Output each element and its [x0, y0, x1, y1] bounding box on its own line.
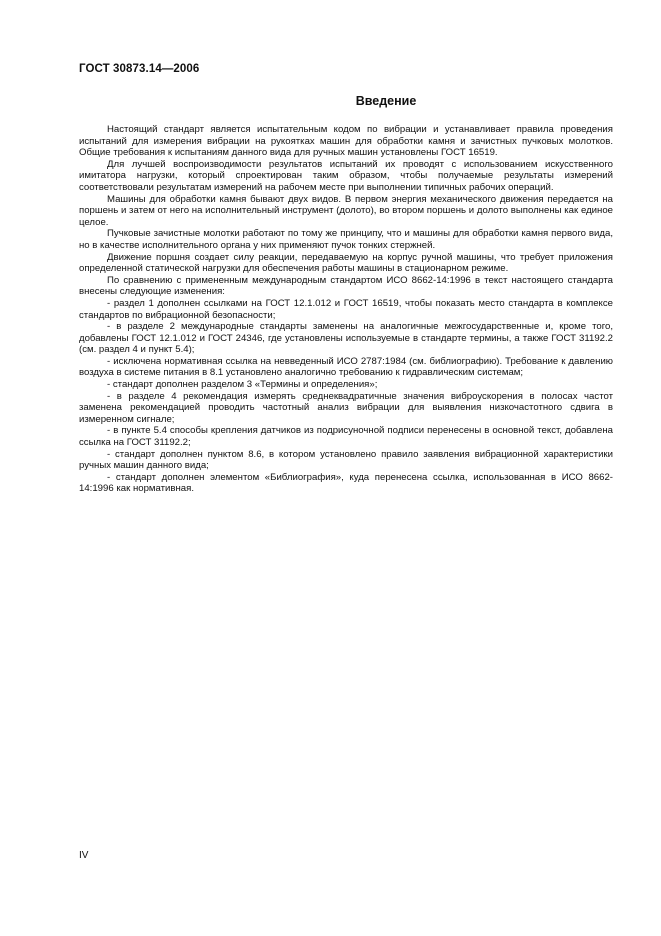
list-item: - стандарт дополнен элементом «Библиография», куда перенесена ссылка, использованная в ИСО 8662-14:1996 как нормативная. [79, 471, 613, 495]
paragraph: Движение поршня создает силу реакции, передаваемую на корпус ручной машины, что требует приложения определенной статической нагрузки для обеспечения работы машины в стационарном режиме. [79, 251, 613, 275]
section-title [79, 94, 613, 108]
list-item: - стандарт дополнен пунктом 8.6, в котором установлено правило заявления вибрационной характеристики ручных машин данного вида; [79, 448, 613, 472]
document-header: ГОСТ 30873.14—2006 [79, 63, 200, 75]
section-title-text: Введение [355, 94, 417, 108]
document-body [79, 124, 613, 495]
list-item: - исключена нормативная ссылка на невведенный ИСО 2787:1984 (см. библиографию). Требование к давлению воздуха в системе питания в 8.1 установлено аналогично требованию к гидравлическим системам; [79, 355, 613, 379]
list-item: - в пункте 5.4 способы крепления датчиков из подрисуночной подписи перенесены в основной текст, добавлена ссылка на ГОСТ 31192.2; [79, 425, 613, 449]
paragraph: Для лучшей воспроизводимости результатов испытаний их проводят с использованием искусственного имитатора нагрузки, который спроектирован таким образом, чтобы получаемые результаты измерений соответствовали результатам измерений на рабочем месте при выполнении типичных рабочих операций. [79, 158, 613, 193]
list-item: - в разделе 2 международные стандарты заменены на аналогичные межгосударственные и, кроме того, добавлены ГОСТ 12.1.012 и ГОСТ 24346, где установлены используемые в стандарте термины, а также ГОСТ 31192.2 (см. раздел 4 и пункт 5.4); [79, 321, 613, 356]
list-item: - стандарт дополнен разделом 3 «Термины и определения»; [107, 379, 378, 391]
paragraph: По сравнению с примененным международным стандартом ИСО 8662-14:1996 в текст настоящего стандарта внесены следующие изменения: [79, 274, 613, 298]
paragraph: Машины для обработки камня бывают двух видов. В первом энергия механического движения передается на поршень и затем от него на исполнительный инструмент (долото), во втором поршень и долото выполнены как единое целое. [79, 193, 613, 228]
paragraph: Настоящий стандарт является испытательным кодом по вибрации и устанавливает правила проведения испытаний для измерения вибрации на рукоятках машин для обработки камня и зачистных пучковых молотков. Общие требования к испытаниям данного вида для ручных машин установлены ГОСТ 16519. [79, 124, 613, 159]
paragraph: Пучковые зачистные молотки работают по тому же принципу, что и машины для обработки камня первого вида, но в качестве исполнительного органа у них применяют пучок тонких стержней. [79, 228, 613, 251]
list-item: - раздел 1 дополнен ссылками на ГОСТ 12.1.012 и ГОСТ 16519, чтобы показать место стандарта в комплексе стандартов по вибрационной безопасности; [79, 297, 613, 321]
page-number: IV [79, 850, 89, 861]
list-item: - в разделе 4 рекомендация измерять среднеквадратичные значения виброускорения в полосах частот заменена рекомендацией проводить частотный анализ вибрации для выявления низкочастотного сдвига в измеренном сигнале; [79, 390, 613, 425]
